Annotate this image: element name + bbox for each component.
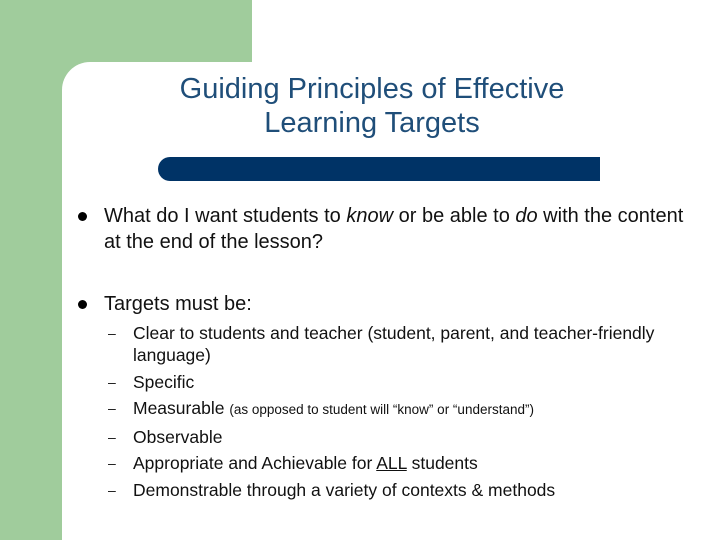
- green-left-stripe: [0, 0, 62, 540]
- dash-icon: –: [108, 400, 116, 416]
- bullet-targets: Targets must be:: [104, 293, 252, 315]
- sub-item-measurable-note: (as opposed to student will “know” or “understand”): [229, 402, 534, 417]
- sub-item-demonstrable-text: Demonstrable through a variety of contexts & methods: [133, 479, 556, 500]
- sub-item-specific-text: Specific: [133, 371, 195, 392]
- dash-icon: –: [108, 481, 116, 498]
- dash-icon: –: [108, 428, 116, 445]
- sub-item-observable: [108, 426, 688, 448]
- sub-item-measurable-text: Measurable: [133, 398, 225, 418]
- sub-item-clear: [108, 322, 688, 366]
- bullet-question-text-1: What do I want students to: [104, 205, 347, 227]
- sub-item-appropriate: [108, 452, 688, 474]
- title-divider-bar: [158, 157, 600, 181]
- sub-item-appropriate-text-2: students: [406, 453, 478, 473]
- sub-item-specific: [108, 371, 688, 393]
- sub-item-appropriate-text-1: Appropriate and Achievable for: [133, 453, 377, 473]
- bullet-question-emphasis-know: know: [346, 205, 394, 227]
- dash-icon: –: [108, 455, 116, 471]
- sub-item-measurable: [108, 397, 688, 421]
- bullet-dot-icon: [78, 300, 87, 309]
- slide-title-line-2: Learning Targets: [264, 107, 480, 139]
- bullet-question: [104, 203, 694, 255]
- slide-title: [62, 72, 682, 140]
- dash-icon: –: [108, 325, 116, 341]
- dash-icon: –: [108, 373, 116, 390]
- bullet-question-text-3: with the content at the end of the lesson?: [104, 205, 684, 253]
- sub-item-clear-text: Clear to students and teacher (student, parent, and teacher-friendly language): [133, 323, 655, 365]
- bullet-question-emphasis-do: do: [515, 205, 538, 227]
- sub-item-demonstrable: [108, 479, 688, 501]
- bullet-dot-icon: [78, 212, 87, 221]
- sub-item-appropriate-all: ALL: [376, 453, 407, 473]
- targets-sub-list: [108, 322, 688, 505]
- sub-item-observable-text: Observable: [133, 426, 223, 447]
- bullet-question-text-2: or be able to: [393, 205, 516, 227]
- slide-title-line-1: Guiding Principles of Effective: [179, 73, 565, 105]
